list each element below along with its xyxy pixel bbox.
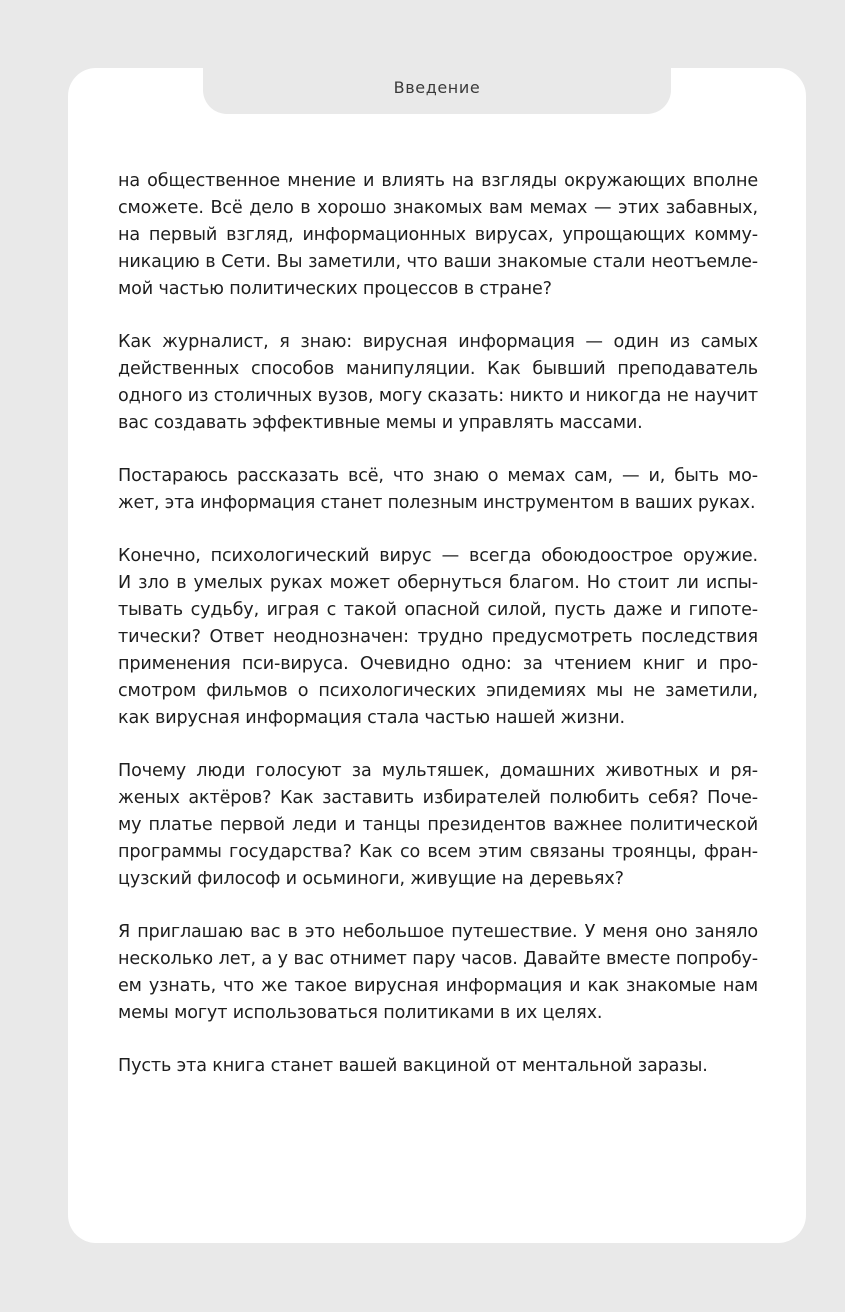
text-line: применения пси-вируса. Очевидно одно: за чтением книг и про- (118, 654, 758, 674)
text-line: мемы могут использоваться политиками в их целях. (118, 1003, 603, 1023)
page-body (118, 168, 758, 1106)
text-line: Как журналист, я знаю: вирусная информация — один из самых (118, 332, 758, 352)
text-line: му платье первой леди и танцы президентов важнее политической (118, 815, 758, 835)
chapter-header (203, 68, 671, 114)
text-line: на первый взгляд, информационных вирусах, упрощающих комму- (118, 225, 758, 245)
paragraph-6 (118, 919, 758, 1027)
paragraph-5 (118, 758, 758, 893)
paragraph-4 (118, 543, 758, 732)
paragraph-7 (118, 1053, 758, 1080)
text-line: жет, эта информация станет полезным инструментом в ваших руках. (118, 493, 756, 513)
text-line: программы государства? Как со всем этим связаны троянцы, фран- (118, 842, 758, 862)
text-line: на общественное мнение и влиять на взгляды окружающих вполне (118, 171, 758, 191)
text-line: как вирусная информация стала частью нашей жизни. (118, 708, 625, 728)
text-line: Почему люди голосуют за мультяшек, домашних животных и ря- (118, 761, 758, 781)
text-line: одного из столичных вузов, могу сказать: никто и никогда не научит (118, 386, 758, 406)
text-line: И зло в умелых руках может обернуться благом. Но стоит ли испы- (118, 573, 758, 593)
text-line: тически? Ответ неоднозначен: трудно предусмотреть последствия (118, 627, 758, 647)
text-line: ем узнать, что же такое вирусная информация и как знакомые нам (118, 976, 758, 996)
text-line: Пусть эта книга станет вашей вакциной от ментальной заразы. (118, 1056, 708, 1076)
text-line: действенных способов манипуляции. Как бывший преподаватель (118, 359, 758, 379)
paragraph-3 (118, 463, 758, 517)
paragraph-1 (118, 168, 758, 303)
chapter-title: Введение (393, 78, 481, 97)
text-line: цузский философ и осьминоги, живущие на деревьях? (118, 869, 624, 889)
text-line: женых актёров? Как заставить избирателей полюбить себя? Поче- (118, 788, 758, 808)
text-line: сможете. Всё дело в хорошо знакомых вам мемах — этих забавных, (118, 198, 758, 218)
text-line: Постараюсь рассказать всё, что знаю о мемах сам, — и, быть мо- (118, 466, 758, 486)
text-line: вас создавать эффективные мемы и управлять массами. (118, 413, 643, 433)
text-line: мой частью политических процессов в стране? (118, 279, 552, 299)
text-line: никацию в Сети. Вы заметили, что ваши знакомые стали неотъемле- (118, 252, 758, 272)
text-line: Я приглашаю вас в это небольшое путешествие. У меня оно заняло (118, 922, 758, 942)
text-line: Конечно, психологический вирус — всегда обоюдоострое оружие. (118, 546, 758, 566)
text-line: несколько лет, а у вас отнимет пару часов. Давайте вместе попробу- (118, 949, 758, 969)
paragraph-2 (118, 329, 758, 437)
text-line: тывать судьбу, играя с такой опасной силой, пусть даже и гипоте- (118, 600, 758, 620)
text-line: смотром фильмов о психологических эпидемиях мы не заметили, (118, 681, 758, 701)
